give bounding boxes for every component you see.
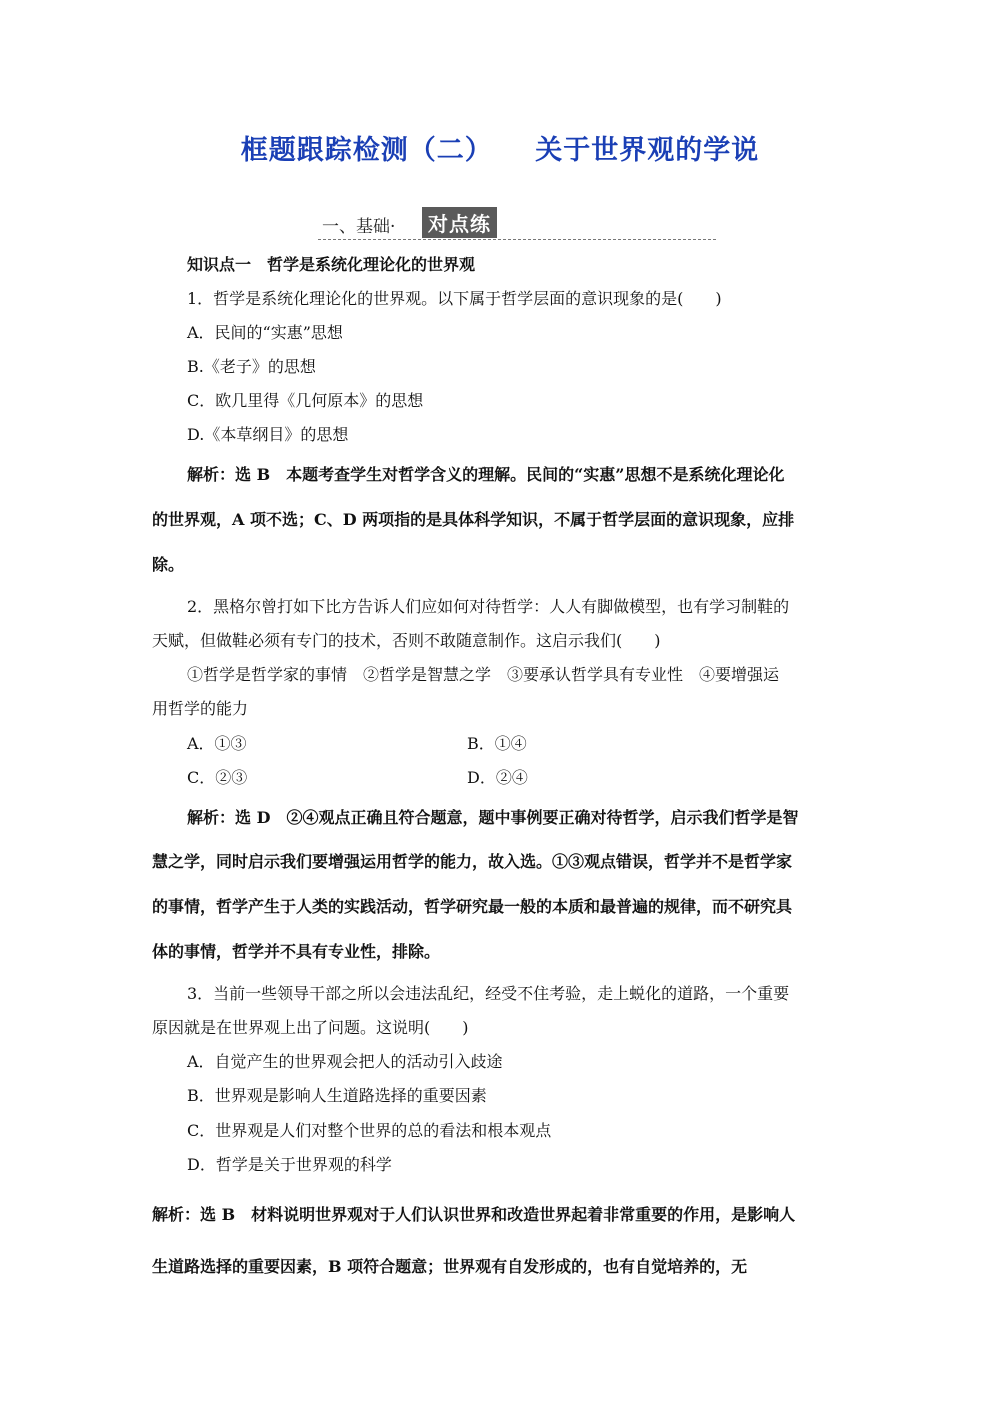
question-2-items-line: 用哲学的能力	[152, 699, 249, 718]
question-2-option-a: A．①③	[187, 734, 247, 753]
question-2-analysis-line: 慧之学，同时启示我们要增强运用哲学的能力，故入选。①③观点错误，哲学并不是哲学家	[152, 852, 793, 871]
question-2-stem-line: 天赋，但做鞋必须有专门的技术，否则不敢随意制作。这启示我们( )	[152, 631, 661, 650]
section-header	[318, 205, 716, 240]
question-2-analysis-line: 解析：选 D ②④观点正确且符合题意，题中事例要正确对待哲学，启示我们哲学是智	[187, 808, 799, 827]
question-3-analysis-line: 解析：选 B 材料说明世界观对于人们认识世界和改造世界起着非常重要的作用，是影响人	[152, 1205, 796, 1224]
question-1-option-a: A．民间的“实惠”思想	[187, 323, 343, 342]
question-3-option-d: D．哲学是关于世界观的科学	[187, 1155, 392, 1174]
question-3-option-a: A．自觉产生的世界观会把人的活动引入歧途	[187, 1052, 503, 1071]
question-2-stem-line: 2．黑格尔曾打如下比方告诉人们应如何对待哲学：人人有脚做模型，也有学习制鞋的	[187, 597, 790, 616]
question-3-stem-line: 原因就是在世界观上出了问题。这说明( )	[152, 1018, 469, 1037]
question-1-analysis-line: 解析：选 B 本题考查学生对哲学含义的理解。民间的“实惠”思想不是系统化理论化	[187, 465, 785, 484]
section-badge: 对点练	[422, 207, 497, 238]
question-1-option-d: D.《本草纲目》的思想	[187, 425, 349, 444]
question-2-items-line: ①哲学是哲学家的事情 ②哲学是智慧之学 ③要承认哲学具有专业性 ④要增强运	[187, 665, 780, 684]
question-3-analysis-line: 生道路选择的重要因素，B 项符合题意；世界观有自发形成的，也有自觉培养的，无	[152, 1257, 748, 1276]
question-3-option-c: C．世界观是人们对整个世界的总的看法和根本观点	[187, 1121, 552, 1140]
knowledge-point-heading: 知识点一 哲学是系统化理论化的世界观	[187, 255, 476, 274]
section-label: 一、基础·	[322, 217, 396, 237]
question-1-option-c: C．欧几里得《几何原本》的思想	[187, 391, 424, 410]
question-2-option-b: B．①④	[467, 734, 527, 753]
page-title: 框题跟踪检测（二） 关于世界观的学说	[240, 135, 760, 166]
question-2-option-d: D．②④	[467, 768, 528, 787]
question-2-analysis-line: 体的事情，哲学并不具有专业性，排除。	[152, 942, 441, 961]
question-1-stem: 1．哲学是系统化理论化的世界观。以下属于哲学层面的意识现象的是( )	[187, 289, 722, 308]
question-1-analysis-line: 的世界观，A 项不选；C、D 两项指的是具体科学知识，不属于哲学层面的意识现象，应排	[152, 510, 795, 529]
question-1-option-b: B.《老子》的思想	[187, 357, 316, 376]
question-2-analysis-line: 的事情，哲学产生于人类的实践活动，哲学研究最一般的本质和最普遍的规律，而不研究具	[152, 897, 793, 916]
question-3-option-b: B．世界观是影响人生道路选择的重要因素	[187, 1086, 487, 1105]
question-3-stem-line: 3．当前一些领导干部之所以会违法乱纪，经受不住考验，走上蜕化的道路，一个重要	[187, 984, 790, 1003]
question-2-option-c: C．②③	[187, 768, 248, 787]
question-1-analysis-line: 除。	[152, 555, 185, 574]
